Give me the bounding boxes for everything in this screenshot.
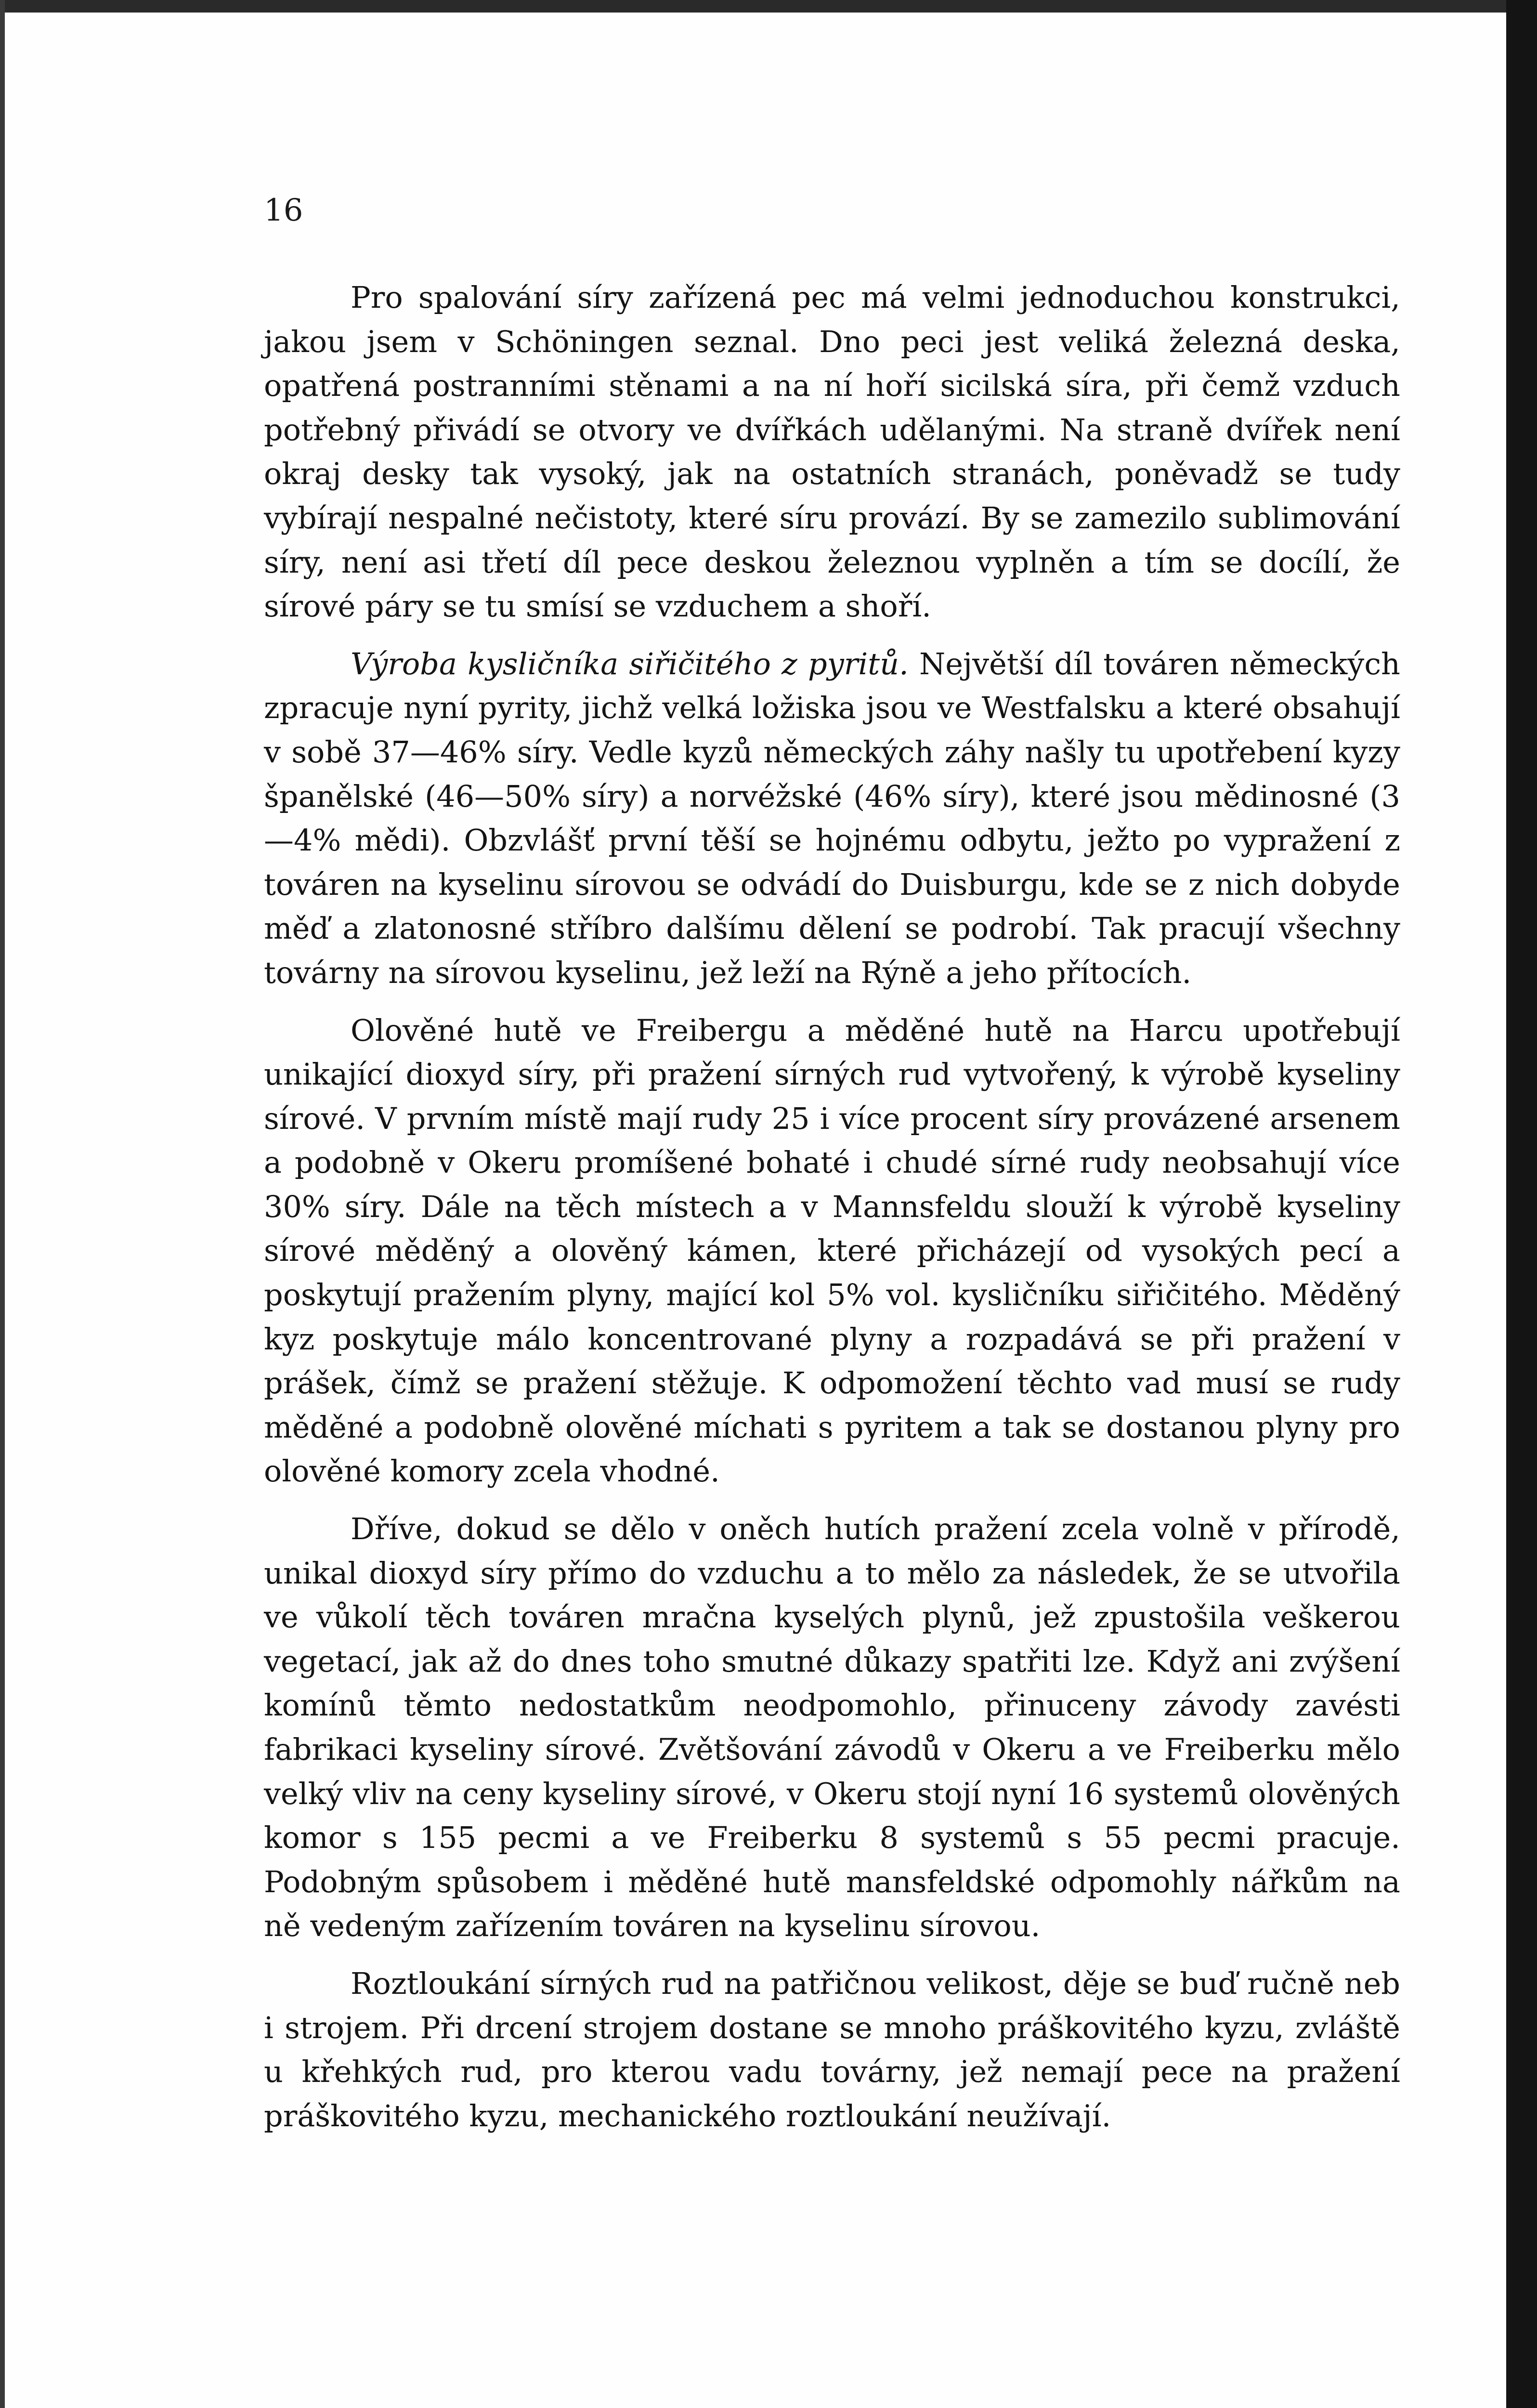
paragraph-text: Olověné hutě ve Freibergu a měděné hutě na Harcu upotřebují unikající dioxyd síry, při pražení sírných rud vytvořený, k výrobě kyseliny sírové. V prvním místě mají rudy 25 i více procent síry provázené arsenem a podobně v Okeru promíšené bohaté i chudé sírné rudy neobsahují více 30% síry. Dále na těch místech a v Mannsfeldu slouží k výrobě kyseliny sírové měděný a olověný kámen, které přicházejí od vysokých pecí a poskytují pražením plyny, mající kol 5% vol. kysličníku siřičitého. Měděný kyz poskytuje málo koncentrované plyny a rozpadává se při pražení v prášek, čímž se pražení stěžuje. K odpomožení těchto vad musí se rudy měděné a podobně olověné míchati s pyritem a tak se dostanou plyny pro olověné komory zcela vhodné. — [264, 1012, 1400, 1489]
scan-border-left — [0, 0, 5, 2408]
scan-border-top — [0, 0, 1537, 13]
paragraph-1 — [264, 275, 1400, 628]
paragraph-text: Roztloukání sírných rud na patřičnou velikost, děje se buď ručně neb i strojem. Při drcení strojem dostane se mnoho práškovitého kyzu, zvláště u křehkých rud, pro kterou vadu továrny, jež nemají pece na pražení práškovitého kyzu, mechanického roztloukání neužívají. — [264, 1965, 1400, 2133]
paragraph-text: Největší díl továren německých zpracuje nyní pyrity, jichž velká ložiska jsou ve Westfalsku a které obsahují v sobě 37—46% síry. Vedle kyzů německých záhy našly tu upotřebení kyzy španělské (46—50% síry) a norvéžské (46% síry), které jsou mědinosné (3—4% mědi). Obzvlášť první těší se hojnému odbytu, ježto po vypražení z továren na kyselinu sírovou se odvádí do Duisburgu, kde se z nich dobyde měď a zlatonosné stříbro dalšímu dělení se podrobí. Tak pracují všechny továrny na sírovou kyselinu, jež leží na Rýně a jeho přítocích. — [264, 646, 1400, 990]
paragraph-5 — [264, 1962, 1400, 2138]
paragraph-4 — [264, 1507, 1400, 1948]
page-number: 16 — [264, 193, 303, 228]
paragraph-text: Pro spalování síry zařízená pec má velmi jednoduchou konstrukci, jakou jsem v Schöningen seznal. Dno peci jest veliká železná deska, opatřená postranními stěnami a na ní hoří sicilská síra, při čemž vzduch potřebný přivádí se otvory ve dvířkách udělanými. Na straně dvířek není okraj desky tak vysoký, jak na ostatních stranách, poněvadž se tudy vybírají nespalné nečistoty, které síru provází. By se zamezilo sublimování síry, není asi třetí díl pece deskou železnou vyplněn a tím se docílí, že sírové páry se tu smísí se vzduchem a shoří. — [264, 280, 1400, 624]
section-heading: Výroba kysličníka siřičitého z pyritů. — [351, 646, 909, 681]
paragraph-3 — [264, 1008, 1400, 1494]
body-text — [264, 275, 1400, 2138]
paragraph-2 — [264, 642, 1400, 995]
scan-border-right — [1506, 0, 1537, 2408]
paragraph-text: Dříve, dokud se dělo v oněch hutích pražení zcela volně v přírodě, unikal dioxyd síry přímo do vzduchu a to mělo za následek, že se utvořila ve vůkolí těch továren mračna kyselých plynů, jež zpustošila veškerou vegetací, jak až do dnes toho smutné důkazy spatřiti lze. Když ani zvýšení komínů těmto nedostatkům neodpomohlo, přinuceny závody zavésti fabrikaci kyseliny sírové. Zvětšování závodů v Okeru a ve Freiberku mělo velký vliv na ceny kyseliny sírové, v Okeru stojí nyní 16 systemů olověných komor s 155 pecmi a ve Freiberku 8 systemů s 55 pecmi pracuje. Podobným spůsobem i měděné hutě mansfeldské odpomohly nářkům na ně vedeným zařízením továren na kyselinu sírovou. — [264, 1511, 1400, 1944]
